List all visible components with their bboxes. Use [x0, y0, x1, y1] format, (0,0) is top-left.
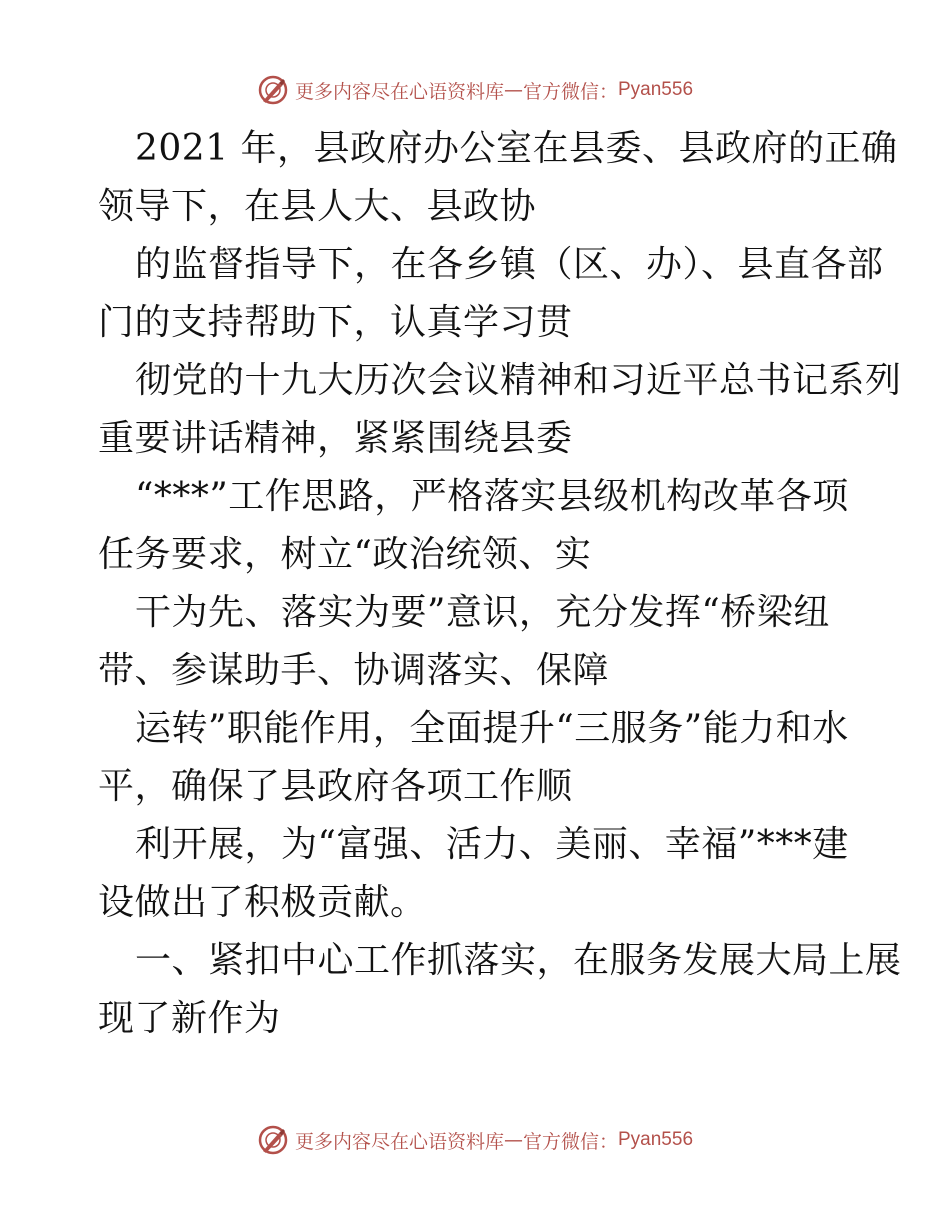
section-heading: 一、紧扣中心工作抓落实，在服务发展大局上展: [135, 940, 902, 981]
body-line: 平，确保了县政府各项工作顺: [98, 766, 573, 807]
body-line: 的监督指导下，在各乡镇（区、办）、县直各部: [135, 244, 884, 285]
body-line: 任务要求，树立“政治统领、实: [98, 534, 592, 575]
body-line: 运转”职能作用，全面提升“三服务”能力和水: [135, 708, 849, 749]
watermark-separator: —: [503, 79, 523, 101]
watermark-handle: Pyan556: [618, 79, 694, 100]
header-watermark: [0, 70, 950, 110]
watermark-separator: —: [503, 1129, 523, 1151]
body-line: 重要讲话精神，紧紧围绕县委: [98, 418, 573, 459]
body-line: 干为先、落实为要”意识，充分发挥“桥梁纽: [135, 592, 830, 633]
watermark-handle: Pyan556: [618, 1129, 694, 1150]
watermark-text: 更多内容尽在心语资料库: [294, 80, 504, 103]
watermark-text: 更多内容尽在心语资料库: [294, 1130, 504, 1153]
body-line: 2021 年，县政府办公室在县委、县政府的正确: [135, 128, 898, 169]
pen-logo-icon: [257, 1124, 289, 1156]
body-line: “***”工作思路，严格落实县级机构改革各项: [135, 476, 849, 517]
section-heading-continued: 现了新作为: [98, 998, 281, 1039]
watermark-contact: 官方微信：: [522, 80, 618, 103]
footer-watermark: [0, 1120, 950, 1160]
body-line: 彻党的十九大历次会议精神和习近平总书记系列: [135, 360, 902, 401]
body-line: 带、参谋助手、协调落实、保障: [98, 650, 610, 691]
body-line: 门的支持帮助下，认真学习贯: [98, 302, 573, 343]
watermark-contact: 官方微信：: [522, 1130, 618, 1153]
body-line: 领导下，在县人大、县政协: [98, 186, 537, 227]
body-line: 设做出了积极贡献。: [98, 882, 427, 923]
pen-logo-icon: [257, 74, 289, 106]
body-line: 利开展，为“富强、活力、美丽、幸福”***建: [135, 824, 849, 865]
